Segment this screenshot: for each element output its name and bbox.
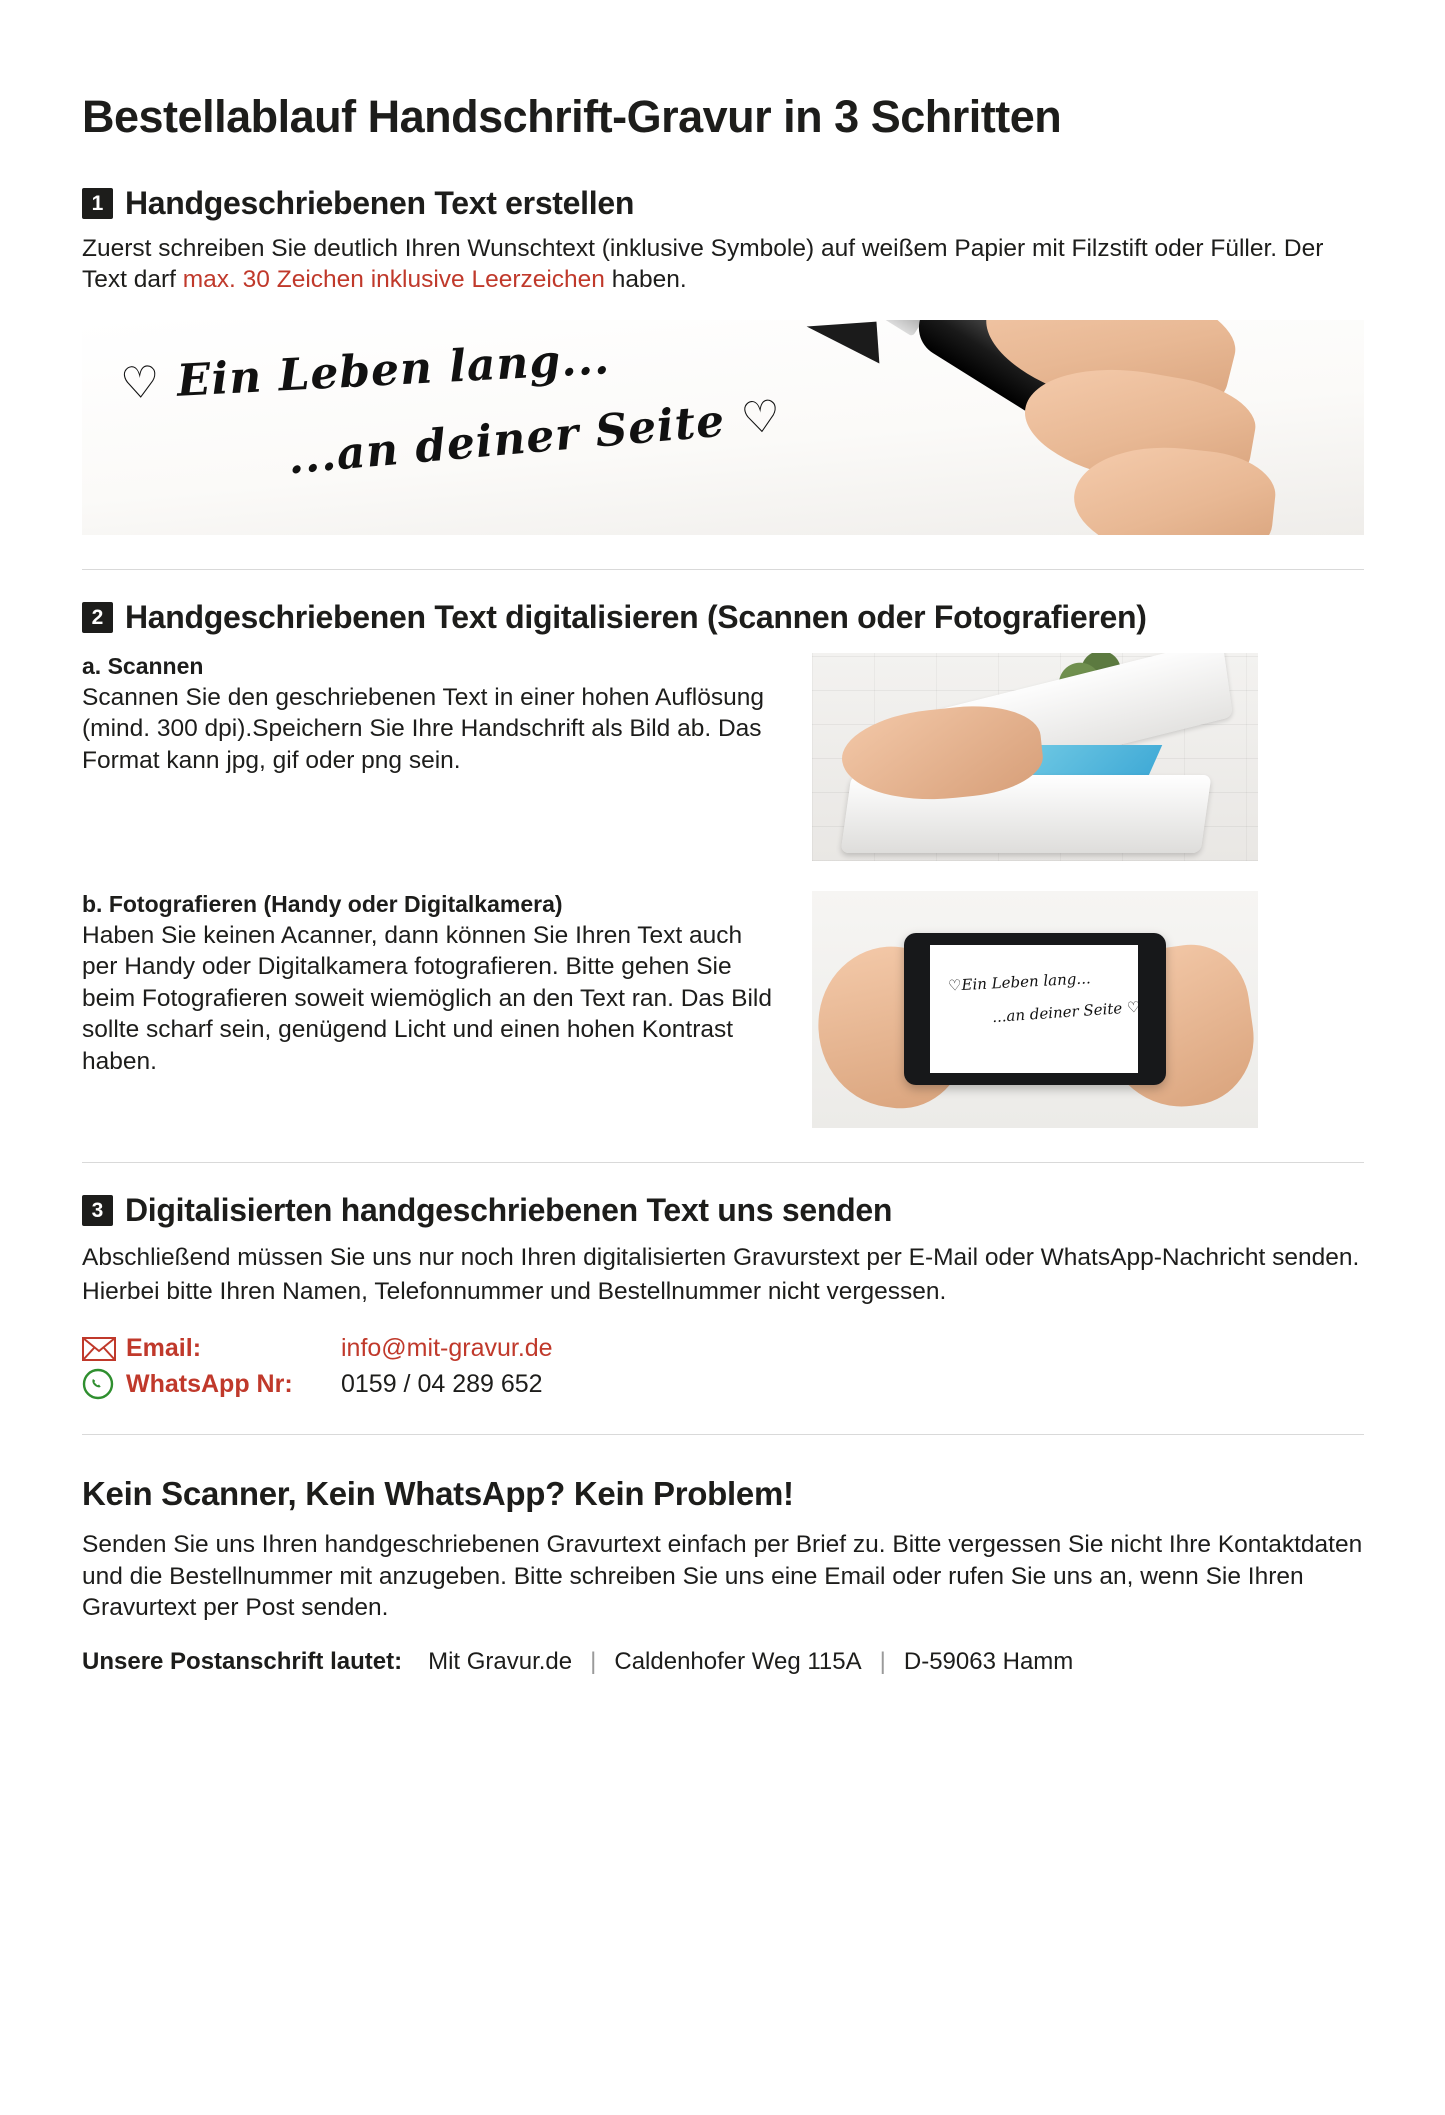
step-3-heading: [82, 1193, 1364, 1228]
step-2-badge: 2: [82, 602, 113, 633]
postal-street: Caldenhofer Weg 115A: [614, 1647, 862, 1675]
postal-separator-2: |: [879, 1647, 886, 1675]
postal-separator-1: |: [590, 1647, 597, 1675]
contact-email-row[interactable]: [82, 1333, 1364, 1364]
step-1-text-after: haben.: [604, 266, 687, 294]
step-2-heading: [82, 600, 1364, 635]
handwriting-line-1: ♡ Ein Leben lang...: [119, 333, 612, 410]
phone-body: [904, 933, 1166, 1085]
smartphone-photo: [812, 891, 1258, 1128]
postal-company: Mit Gravur.de: [428, 1647, 573, 1675]
step-2a-image-column: [812, 653, 1258, 861]
phone-handwriting-line-1: ♡Ein Leben lang...: [947, 969, 1092, 995]
envelope-icon: [82, 1337, 126, 1361]
handwriting-pen-photo: [82, 320, 1364, 535]
whatsapp-icon: [82, 1368, 126, 1400]
footer-title: Kein Scanner, Kein WhatsApp? Kein Problem!: [82, 1475, 794, 1513]
step-1-heading: [82, 186, 1364, 221]
step-3-badge: 3: [82, 1195, 113, 1226]
pen-tip: [807, 322, 880, 369]
scanner-photo: [812, 653, 1258, 861]
phone-screen: [930, 945, 1141, 1073]
email-value[interactable]: info@mit-gravur.de: [341, 1334, 553, 1362]
whatsapp-value[interactable]: 0159 / 04 289 652: [341, 1369, 543, 1398]
step-3-text-2: Hierbei bitte Ihren Namen, Telefonnummer und Bestellnummer nicht vergessen.: [82, 1277, 947, 1305]
step-2a-block: [82, 653, 1364, 861]
step-2b-text-column: [82, 891, 782, 1077]
step-1-title: Handgeschriebenen Text erstellen: [125, 184, 635, 221]
step-3-text-1: Abschließend müssen Sie uns nur noch Ihren digitalisierten Gravurstext per E-Mail oder WhatsApp-Nachricht senden.: [82, 1244, 1360, 1272]
step-3-title: Digitalisierten handgeschriebenen Text uns senden: [125, 1192, 893, 1229]
step-2b-heading: b. Fotografieren (Handy oder Digitalkamera): [82, 891, 563, 918]
phone-handwriting-line-2: ...an deiner Seite ♡: [991, 997, 1141, 1027]
page-title: Bestellablauf Handschrift-Gravur in 3 Schritten: [82, 91, 1062, 142]
handwriting-line-2: ...an deiner Seite ♡: [285, 390, 784, 485]
step-1-text: [82, 233, 1364, 296]
postal-city: D-59063 Hamm: [903, 1647, 1074, 1675]
step-2-title: Handgeschriebenen Text digitalisieren (Scannen oder Fotografieren): [125, 598, 1147, 635]
postal-address-row: [82, 1648, 1364, 1676]
step-1-badge: 1: [82, 188, 113, 219]
step-2a-text-column: [82, 653, 782, 776]
step-2a-heading: a. Scannen: [82, 653, 204, 680]
step-1-text-before: Zuerst schreiben Sie deutlich Ihren Wunschtext (inklusive Symbole) auf weißem Papier mit Filzstift oder Füller. Der Text darf: [82, 234, 1324, 294]
step-2b-image-column: [812, 891, 1258, 1128]
email-label: Email:: [126, 1334, 202, 1362]
contact-whatsapp-row[interactable]: [82, 1368, 1364, 1400]
pen-and-hand-illustration: [774, 320, 1234, 535]
step-2a-text: Scannen Sie den geschriebenen Text in einer hohen Auflösung (mind. 300 dpi).Speichern Sie Ihre Handschrift als Bild ab. Das Format kann jpg, gif oder png sein.: [82, 684, 764, 774]
step-2b-block: [82, 891, 1364, 1128]
step-2b-text: Haben Sie keinen Acanner, dann können Sie Ihren Text auch per Handy oder Digitalkamera fotografieren. Bitte gehen Sie beim Fotografieren soweit wiemöglich an den Text ran. Das Bild sollte scharf sein, genügend Licht und einen hohen Kontrast haben.: [82, 922, 772, 1075]
footer-text: Senden Sie uns Ihren handgeschriebenen Gravurtext einfach per Brief zu. Bitte vergessen Sie nicht Ihre Kontaktdaten und die Bestellnummer mit anzugeben. Bitte schreiben Sie uns eine Email oder rufen Sie uns an, wenn Sie Ihren Gravurtext per Post senden.: [82, 1531, 1363, 1621]
whatsapp-label: WhatsApp Nr:: [126, 1369, 293, 1398]
content-column: [82, 0, 1364, 1676]
postal-label: Unsere Postanschrift lautet:: [82, 1647, 403, 1675]
step-1-highlight: max. 30 Zeichen inklusive Leerzeichen: [182, 266, 605, 294]
